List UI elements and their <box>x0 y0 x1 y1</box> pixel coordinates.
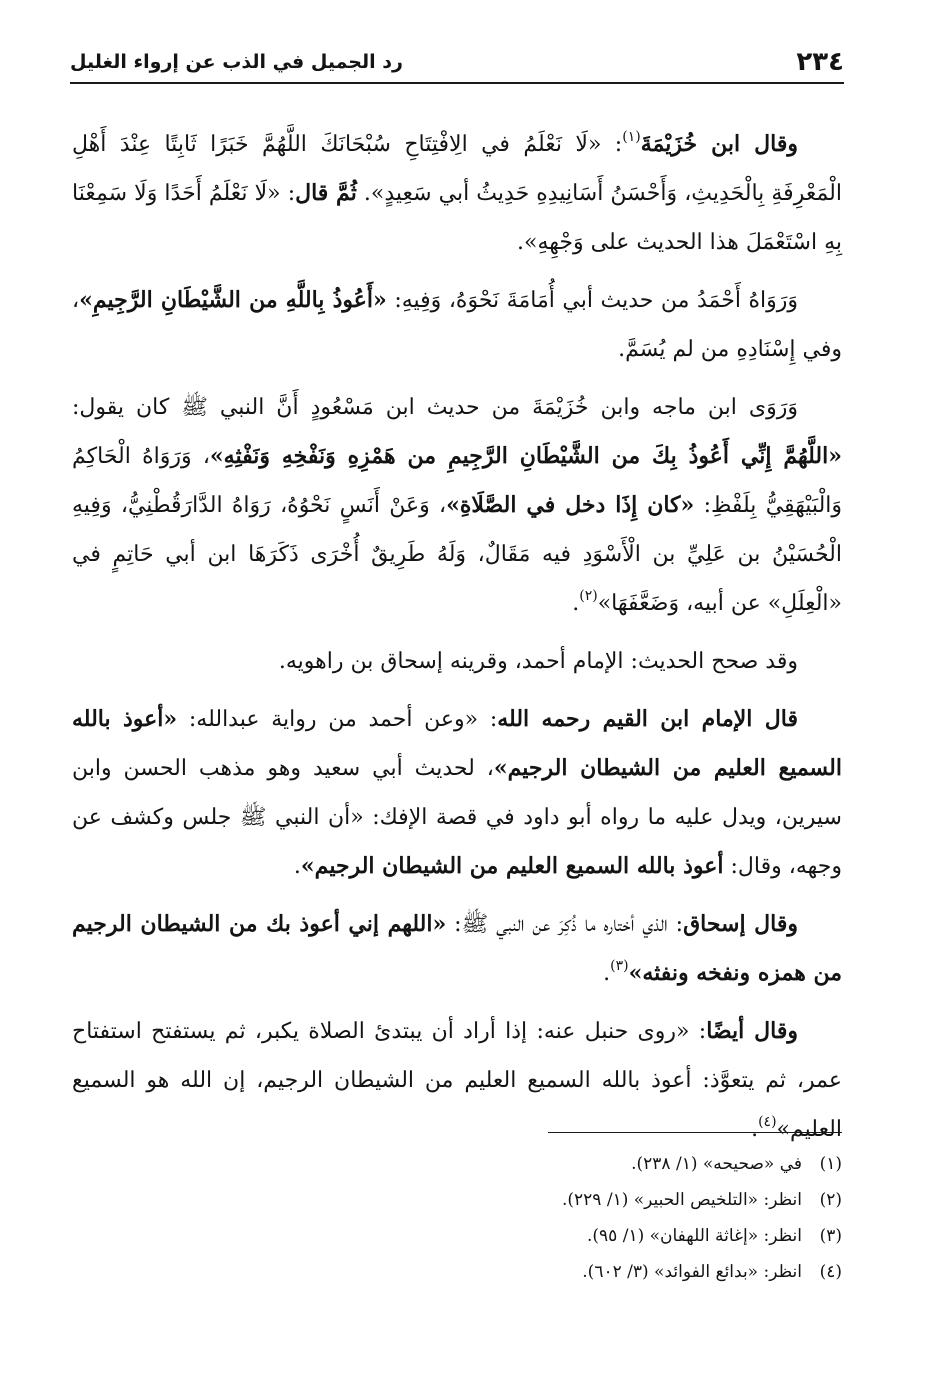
paragraph-ahmad: وَرَوَاهُ أَحْمَدُ من حديث أبي أُمَامَةَ نَحْوَهُ، وَفِيهِ: «أَعُوذُ بِاللَّهِ من الشَّيْطَانِ الرَّجِيمِ»، وفي إِسْنَادِهِ من لم يُسَمَّ. <box>72 287 842 362</box>
page-header <box>70 42 844 84</box>
paragraph-authentication: وقد صحح الحديث: الإمام أحمد، وقرينه إسحاق بن راهويه. <box>278 649 798 674</box>
paragraph-ibn-majah: وَرَوَى ابن ماجه وابن خُزَيْمَةَ من حديث ابن مَسْعُودٍ أَنَّ النبي ﷺ كان يقول: «اللَّهُمَّ إِنِّي أَعُوذُ بِكَ من الشَّيْطَانِ الرَّجِيمِ من هَمْزِهِ وَنَفْخِهِ وَنَفْثِهِ»، وَرَوَاهُ الْحَاكِمُ وَالْبَيْهَقِيُّ بِلَفْظِ: «كان إِذَا دخل في الصَّلَاةِ»، وَعَنْ أَنَسٍ نَحْوُهُ، رَوَاهُ الدَّارَقُطْنِيُّ، وَفِيهِ الْحُسَيْنُ بن عَلِيِّ بن الْأَسْوَدِ فيه مَقَالٌ، وَلَهُ طَرِيقٌ أُخْرَى ذَكَرَهَا ابن أبي حَاتِمٍ في «الْعِلَلِ» عن أبيه، وَضَعَّفَهَا»$^{(٢)}$. <box>72 395 843 616</box>
hadith-quote: «كان إِذَا دخل في الصَّلَاةِ» <box>446 492 695 518</box>
footnote-number: (١) <box>819 1154 842 1174</box>
footnotes <box>122 1146 842 1290</box>
footnote <box>122 1218 842 1254</box>
hadith-quote: «أَعُوذُ بِاللَّهِ من الشَّيْطَانِ الرَّجِيمِ» <box>79 287 387 313</box>
hadith-quote: «اللهم إني أعوذ بك من الشيطان الرجيم من همزه ونفخه ونفثه» <box>72 911 842 986</box>
footnote-divider <box>548 1132 842 1133</box>
footnote-ref: (٤) <box>758 1113 777 1130</box>
footnote <box>122 1254 842 1290</box>
hadith-quote: أعوذ بالله السميع العليم من الشيطان الرجيم» <box>300 853 724 879</box>
footnote-ref: (٣) <box>610 957 629 974</box>
footnote-ref: (٢) <box>579 587 598 604</box>
paragraph-ishaq-also: وقال أيضًا: «روى حنبل عنه: إذا أراد أن يبتدئ الصلاة يكبر، ثم يستفتح استفتاح عمر، ثم يتعوَّذ: أعوذ بالله السميع العليم من الشيطان الرجيم، إن الله هو السميع العليم»$^{(٤)}$. <box>72 1018 842 1142</box>
speaker-label: وقال ابن خُزَيْمَةَ <box>640 131 798 157</box>
speaker-label: قال الإمام ابن القيم رحمه الله <box>497 706 799 732</box>
footnote-text: انظر: «التلخيص الحبير» (١/ ٢٢٩). <box>562 1190 802 1210</box>
footnote-number: (٢) <box>819 1190 842 1210</box>
emphasis: ثُمَّ قال <box>295 180 357 206</box>
footnote <box>122 1146 842 1182</box>
footnote-text: انظر: «بدائع الفوائد» (٣/ ٦٠٢). <box>582 1262 802 1282</box>
footnote-text: انظر: «إغاثة اللهفان» (١/ ٩٥). <box>586 1226 802 1246</box>
running-title: رد الجميل في الذب عن إرواء الغليل <box>70 51 403 73</box>
main-text <box>72 120 842 1163</box>
hadith-quote: «اللَّهُمَّ إِنِّي أَعُوذُ بِكَ من الشَّيْطَانِ الرَّجِيمِ من هَمْزِهِ وَنَفْخِهِ وَنَفْثِهِ» <box>209 443 842 469</box>
footnote-text: في «صحيحه» (١/ ٢٣٨). <box>631 1154 802 1174</box>
page-number: ٢٣٤ <box>796 47 844 77</box>
paragraph-ibn-khuzayma: وقال ابن خُزَيْمَةَ$^{(١)}$: «لَا نَعْلَمُ في الِافْتِتَاحِ سُبْحَانَكَ اللَّهُمَّ خَبَرًا ثَابِتًا عِنْدَ أَهْلِ الْمَعْرِفَةِ بِالْحَدِيثِ، وَأَحْسَنُ أَسَانِيدِهِ حَدِيثُ أبي سَعِيدٍ». ثُمَّ قال: «لَا نَعْلَمُ أَحَدًا وَلَا سَمِعْنَا بِهِ اسْتَعْمَلَ هذا الحديث على وَجْهِهِ». <box>72 128 842 255</box>
footnote <box>122 1182 842 1218</box>
speaker-label: وقال إسحاق <box>683 911 799 937</box>
paragraph-ibn-alqayyim: قال الإمام ابن القيم رحمه الله: «وعن أحمد من رواية عبدالله: «أعوذ بالله السميع العليم من الشيطان الرجيم»، لحديث أبي سعيد وهو مذهب الحسن وابن سيرين، ويدل عليه ما رواه أبو داود في قصة الإفك: «أن النبي ﷺ جلس وكشف عن وجهه، وقال: أعوذ بالله السميع العليم من الشيطان الرجيم». <box>72 706 842 879</box>
footnote-ref: (١) <box>622 128 641 145</box>
footnote-number: (٣) <box>819 1226 842 1246</box>
speaker-label: وقال أيضًا <box>706 1018 798 1044</box>
footnote-number: (٤) <box>819 1262 842 1282</box>
hadith-quote: «أعوذ بالله السميع العليم من الشيطان الرجيم» <box>72 706 842 781</box>
paragraph-ishaq: وقال إسحاق: الذي أختاره ما ذُكِرَ عن النبي ﷺ: «اللهم إني أعوذ بك من الشيطان الرجيم من همزه ونفخه ونفثه»$^{(٣)}$. <box>72 911 842 986</box>
